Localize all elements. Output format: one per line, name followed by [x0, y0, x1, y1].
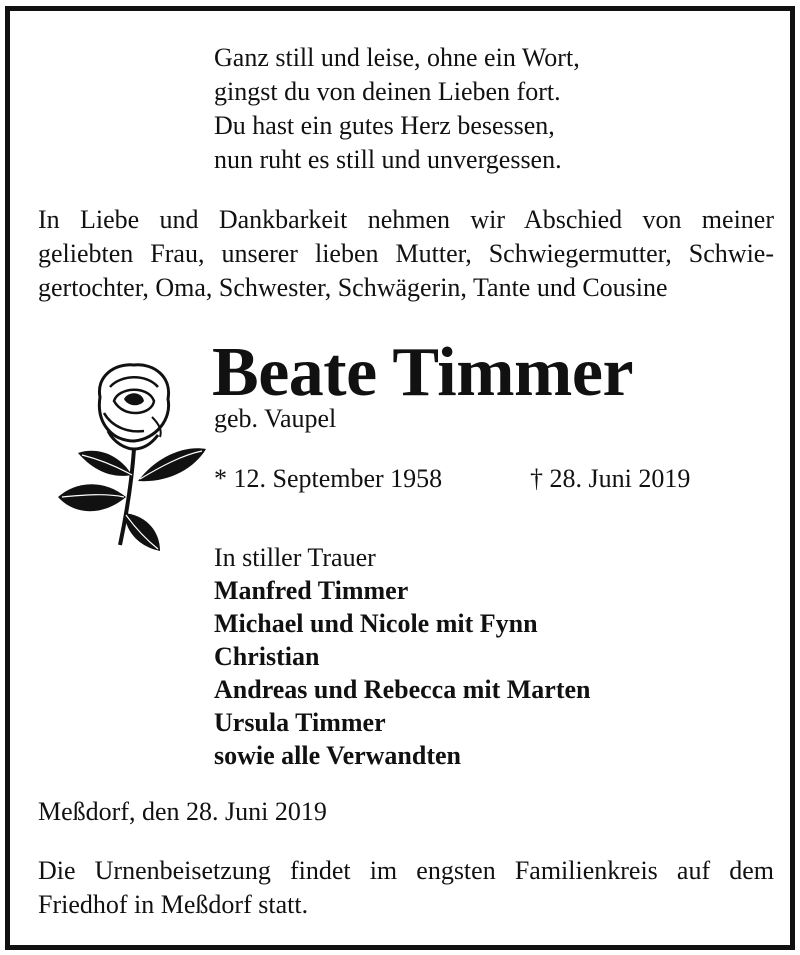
birth-date: * 12. September 1958: [214, 464, 443, 493]
poem-line: nun ruht es still und unvergessen.: [214, 145, 562, 174]
maiden-name: geb. Vaupel: [214, 404, 337, 433]
mourner-name: Ursula Timmer: [214, 708, 386, 737]
poem: [214, 41, 580, 177]
intro-line: In Liebe und Dankbarkeit nehmen wir Abschied von meiner: [38, 205, 774, 234]
obituary-frame: [5, 6, 795, 950]
mourner-name: Christian: [214, 642, 320, 671]
place-date: Meßdorf, den 28. Juni 2019: [38, 797, 327, 826]
intro-line: geliebten Frau, unserer lieben Mutter, Schwiegermutter, Schwie-: [38, 239, 774, 268]
mourners-heading: In stiller Trauer: [214, 543, 376, 572]
mourners: [214, 541, 590, 772]
poem-line: gingst du von deinen Lieben fort.: [214, 77, 561, 106]
deceased-name: Beate Timmer: [212, 334, 634, 411]
death-date: † 28. Juni 2019: [530, 464, 691, 493]
mourner-name: Michael und Nicole mit Fynn: [214, 609, 538, 638]
intro-line: gertochter, Oma, Schwester, Schwägerin, Tante und Cousine: [38, 273, 668, 302]
poem-line: Ganz still und leise, ohne ein Wort,: [214, 43, 580, 72]
burial-line: Friedhof in Meßdorf statt.: [38, 890, 309, 919]
burial-line: Die Urnenbeisetzung findet im engsten Familienkreis auf dem: [38, 856, 774, 885]
burial-notice: [38, 854, 774, 922]
rose-icon: [48, 357, 208, 552]
poem-line: Du hast ein gutes Herz besessen,: [214, 111, 555, 140]
mourner-name: Manfred Timmer: [214, 576, 409, 605]
intro-text: [38, 203, 774, 305]
mourner-name: sowie alle Verwandten: [214, 741, 461, 770]
mourner-name: Andreas und Rebecca mit Marten: [214, 675, 591, 704]
